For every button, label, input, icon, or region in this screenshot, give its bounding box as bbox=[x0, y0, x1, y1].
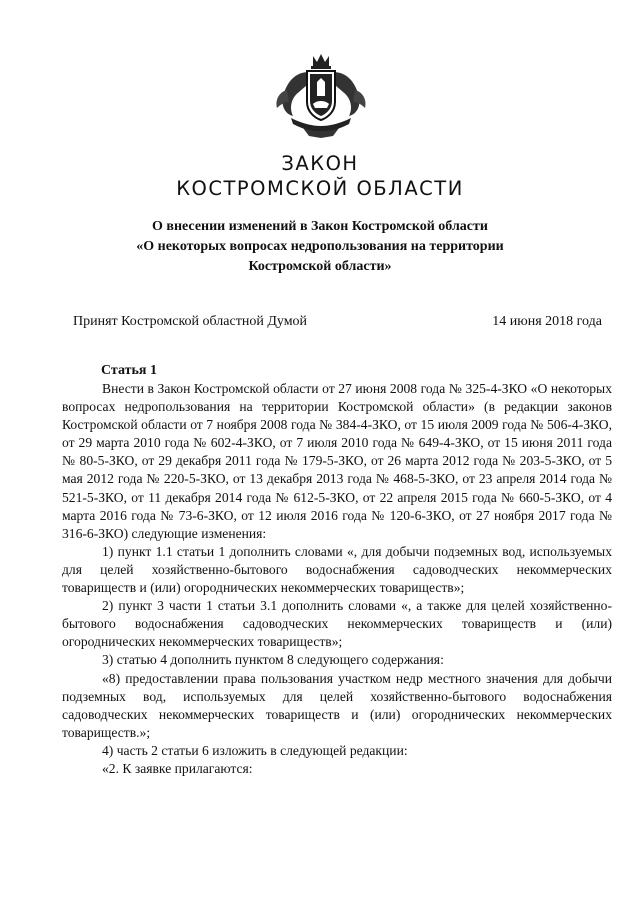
adoption-label: Принят Костромской областной Думой bbox=[73, 314, 308, 329]
law-subtitle bbox=[0, 217, 640, 277]
law-region-title: КОСТРОМСКОЙ ОБЛАСТИ bbox=[176, 177, 464, 200]
article-paragraph: 2) пункт 3 части 1 статьи 3.1 дополнить словами «, а также для целей хозяйственно-бытового водоснабжения садоводческих некоммерческих товариществ и (или) огороднических некоммерческих товариществ»; bbox=[62, 598, 612, 650]
article-paragraph: Внести в Закон Костромской области от 27 июня 2008 года № 325-4-ЗКО «О некоторых вопросах недропользования на территории Костромской области» (в редакции законов Костромской области от 7 ноября 2008 года № 384-4-ЗКО, от 15 июля 2009 года № 506-4-ЗКО, от 29 марта 2010 года № 602-4-ЗКО, от 7 июля 2010 года № 649-4-ЗКО, от 15 июня 2011 года № 80-5-ЗКО, от 29 декабря 2011 года № 179-5-ЗКО, от 26 марта 2012 года № 203-5-ЗКО, от 5 мая 2012 года № 220-5-ЗКО, от 13 декабря 2013 года № 468-5-ЗКО, от 23 апреля 2014 года № 521-5-ЗКО, от 11 декабря 2014 года № 612-5-ЗКО, от 22 апреля 2015 года № 660-5-ЗКО, от 4 марта 2016 года № 73-6-ЗКО, от 12 июля 2016 года № 120-6-ЗКО, от 27 ноября 2017 года № 316-6-ЗКО) следующие изменения: bbox=[62, 381, 612, 541]
adoption-date: 14 июня 2018 года bbox=[492, 314, 602, 329]
coat-of-arms-emblem bbox=[273, 52, 369, 140]
subtitle-line: О внесении изменений в Закон Костромской области bbox=[152, 219, 488, 234]
article-body bbox=[62, 380, 612, 778]
article-paragraph: 3) статью 4 дополнить пунктом 8 следующего содержания: bbox=[102, 652, 444, 668]
subtitle-line: «О некоторых вопросах недропользования на территории bbox=[136, 239, 504, 254]
article-heading: Статья 1 bbox=[101, 363, 157, 378]
article-paragraph: «8) предоставлении права пользования участком недр местного значения для добычи подземных вод, используемых для целей хозяйственно-бытового водоснабжения садоводческих некоммерческих товариществ и (или) огороднических некоммерческих товариществ.»; bbox=[62, 670, 612, 740]
article-paragraph: «2. К заявке прилагаются: bbox=[102, 760, 253, 776]
subtitle-line: Костромской области» bbox=[248, 259, 392, 274]
article-paragraph: 4) часть 2 статьи 6 изложить в следующей редакции: bbox=[102, 742, 408, 758]
law-title: ЗАКОН bbox=[281, 152, 359, 175]
article-paragraph: 1) пункт 1.1 статьи 1 дополнить словами «, для добычи подземных вод, используемых для целей хозяйственно-бытового водоснабжения садоводческих некоммерческих товариществ и (или) огороднических некоммерческих товариществ»; bbox=[62, 543, 612, 596]
